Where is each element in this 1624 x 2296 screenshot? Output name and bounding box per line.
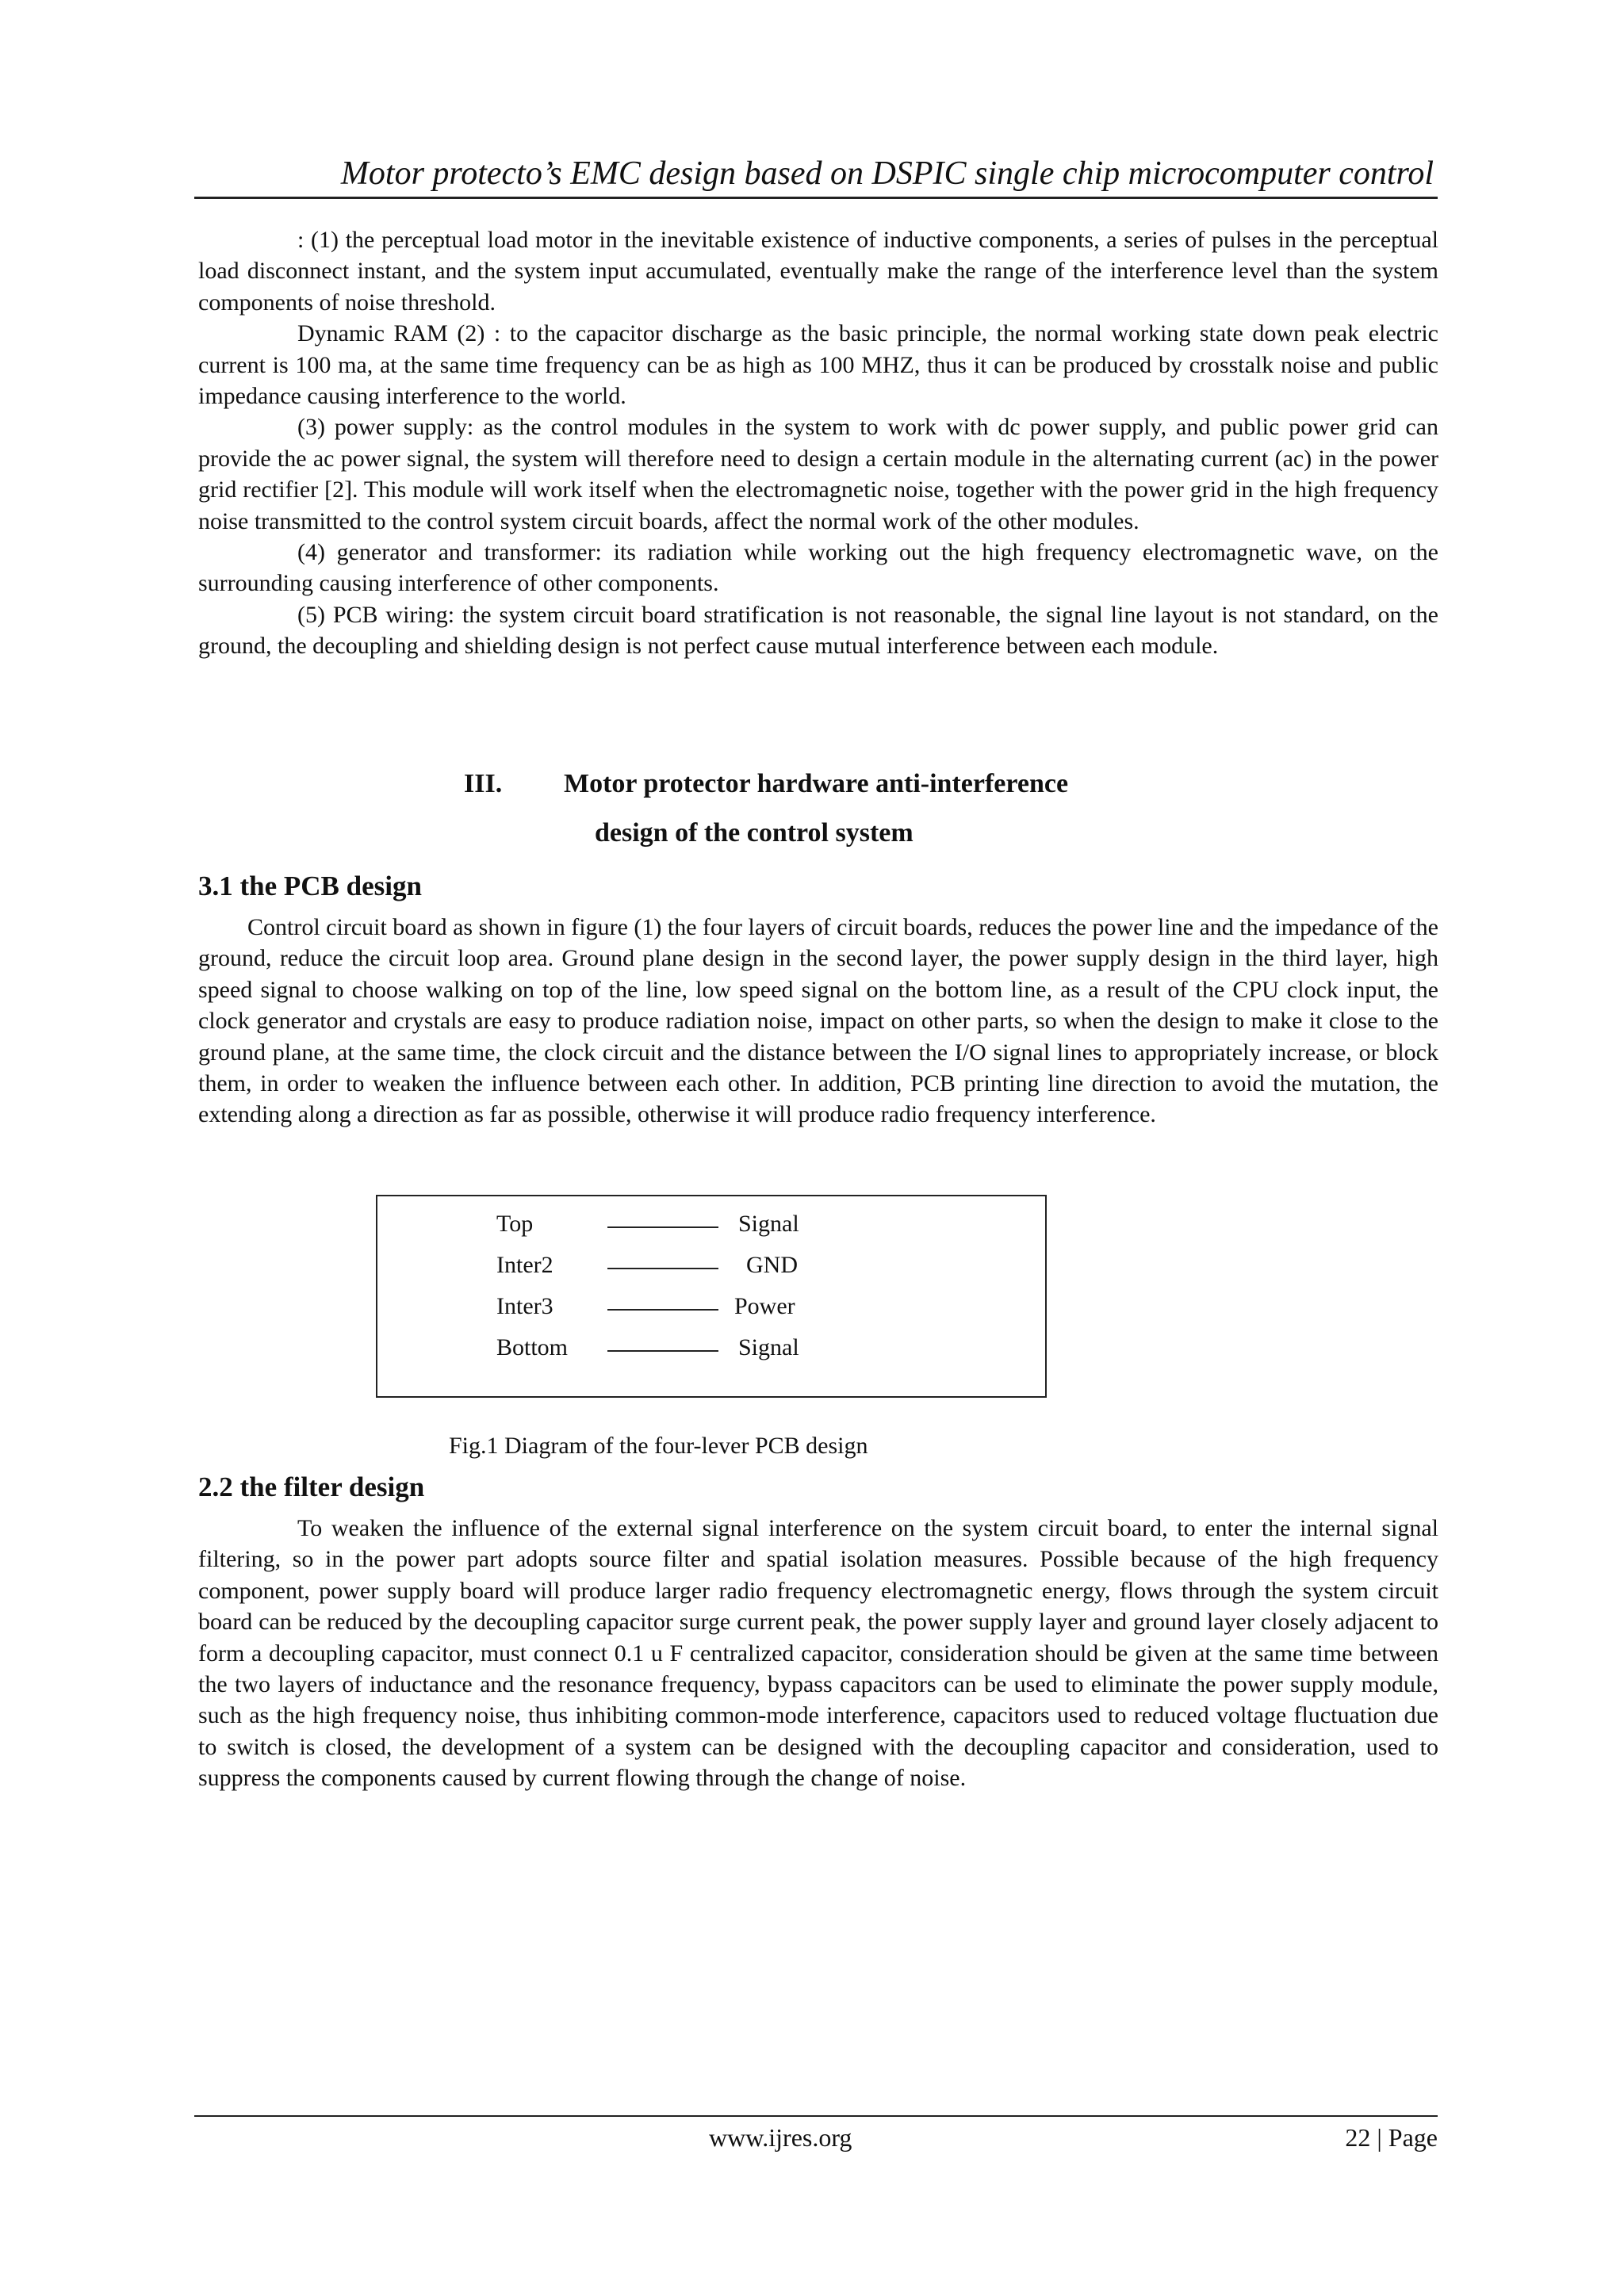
section-number: III.: [464, 769, 503, 798]
layer-name: Inter2: [496, 1252, 553, 1278]
figure-pcb-layers: [376, 1195, 1047, 1398]
footer-url: www.ijres.org: [709, 2123, 852, 2152]
header-rule: [194, 197, 1438, 199]
layer-function: Signal: [738, 1334, 799, 1360]
layer-connector-line: [607, 1309, 718, 1311]
layer-connector-line: [607, 1350, 718, 1352]
footer-page-number: 22 | Page: [1345, 2123, 1438, 2152]
layer-name: Bottom: [496, 1334, 569, 1360]
paragraph-pcb-design: Control circuit board as shown in figure (1) the four layers of circuit boards, reduces the power line and the impedance of the ground, reduce the circuit loop area. Ground plane design in the second layer, the power supply design in the third layer, high speed signal to choose walking on top of the line, low speed signal on the bottom line, as a result of the CPU clock input, the clock generator and crystals are easy to produce radiation noise, impact on other parts, so when the design to make it close to the ground plane, at the same time, the clock circuit and the distance between the I/O signal lines to appropriately increase, or block them, in order to weaken the influence between each other. In addition, PCB printing line direction to avoid the mutation, the extending along a direction as far as possible, otherwise it will produce radio frequency interference.: [198, 914, 1438, 1128]
layer-connector-line: [607, 1226, 718, 1228]
section-heading: [464, 769, 1068, 799]
subsection-heading-pcb: 3.1 the PCB design: [198, 871, 422, 901]
layer-name: Inter3: [496, 1293, 553, 1319]
layer-row-inter2: [377, 1252, 1045, 1284]
layer-connector-line: [607, 1268, 718, 1269]
section-title-line2: design of the control system: [595, 818, 914, 848]
paragraph-dynamic-ram: Dynamic RAM (2) : to the capacitor discharge as the basic principle, the normal working state down peak electric current is 100 ma, at the same time frequency can be as high as 100 MHZ, thus it can be produced by crosstalk noise and public impedance causing interference to the world.: [198, 320, 1438, 410]
paragraph-load-motor: : (1) the perceptual load motor in the inevitable existence of inductive components, a series of pulses in the perceptual load disconnect instant, and the system input accumulated, eventually make the range of the interference level than the system components of noise threshold.: [198, 227, 1438, 316]
paragraph-pcb-wiring: (5) PCB wiring: the system circuit board stratification is not reasonable, the signal line layout is not standard, on the ground, the decoupling and shielding design is not perfect cause mutual interference between each module.: [198, 601, 1438, 660]
section-title-line1: Motor protector hardware anti-interference: [564, 769, 1069, 798]
layer-function: Power: [734, 1293, 795, 1319]
layer-name: Top: [496, 1211, 534, 1237]
pcb-text-block: [198, 912, 1438, 1131]
intro-text-block: [198, 224, 1438, 662]
layer-function: GND: [746, 1252, 798, 1278]
layer-row-top: [377, 1211, 1045, 1242]
paragraph-generator: (4) generator and transformer: its radiation while working out the high frequency electromagnetic wave, on the surrounding causing interference of other components.: [198, 539, 1438, 597]
paragraph-filter-design: To weaken the influence of the external signal interference on the system circuit board, to enter the internal signal filtering, so in the power part adopts source filter and spatial isolation measures. Possible because of the high frequency component, power supply board will produce larger radio frequency electromagnetic energy, flows through the system circuit board can be reduced by the decoupling capacitor surge current peak, the power supply layer and ground layer closely adjacent to form a decoupling capacitor, must connect 0.1 u F centralized capacitor, consideration should be given at the same time between the two layers of inductance and the resonance frequency, bypass capacitors can be used to eliminate the power supply module, such as the high frequency noise, thus inhibiting common-mode interference, capacitors used to reduced voltage fluctuation due to switch is closed, the development of a system can be designed with the decoupling capacitor and consideration, used to suppress the components caused by current flowing through the change of noise.: [198, 1515, 1438, 1792]
layer-function: Signal: [738, 1211, 799, 1237]
layer-row-bottom: [377, 1334, 1045, 1366]
paragraph-power-supply: (3) power supply: as the control modules in the system to work with dc power supply, and public power grid can provide the ac power signal, the system will therefore need to design a certain module in the alternating current (ac) in the power grid rectifier [2]. This module will work itself when the electromagnetic noise, together with the power grid in the high frequency noise transmitted to the control system circuit boards, affect the normal work of the other modules.: [198, 414, 1438, 534]
footer-rule: [194, 2115, 1438, 2117]
subsection-heading-filter: 2.2 the filter design: [198, 1471, 425, 1502]
layer-row-inter3: [377, 1293, 1045, 1325]
filter-text-block: [198, 1513, 1438, 1794]
running-header-title: Motor protecto’s EMC design based on DSPIC single chip microcomputer control: [340, 155, 1434, 192]
figure-caption: Fig.1 Diagram of the four-lever PCB design: [449, 1433, 868, 1459]
